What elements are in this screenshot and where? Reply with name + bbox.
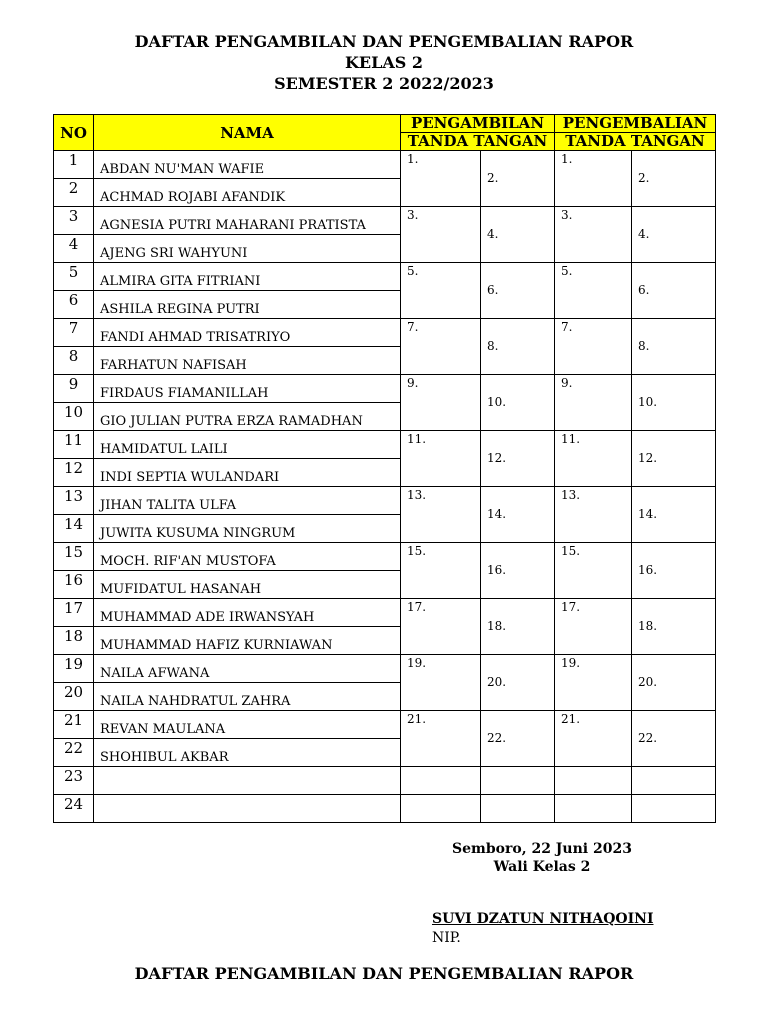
place-date: Semboro, 22 Juni 2023	[452, 841, 632, 857]
student-name: ABDAN NU'MAN WAFIE	[94, 151, 401, 179]
return-signature-slot	[632, 543, 716, 599]
table-row	[54, 207, 716, 235]
pickup-signature-slot	[481, 543, 555, 599]
header-no: NO	[54, 115, 94, 151]
pickup-signature-slot	[401, 207, 481, 263]
pickup-signature-slot	[401, 319, 481, 375]
table-row	[54, 151, 716, 179]
signature-number: 2.	[638, 171, 650, 185]
return-signature-slot	[555, 151, 632, 207]
student-name: ASHILA REGINA PUTRI	[94, 291, 401, 319]
signature-number: 14.	[487, 507, 507, 521]
table-row	[54, 767, 716, 795]
footer-title: DAFTAR PENGAMBILAN DAN PENGEMBALIAN RAPOR	[134, 964, 634, 983]
pickup-signature-slot	[401, 655, 481, 711]
student-name: ALMIRA GITA FITRIANI	[94, 263, 401, 291]
row-number: 20	[54, 683, 94, 711]
student-name	[94, 795, 401, 823]
pickup-signature-slot	[401, 599, 481, 655]
row-number: 8	[54, 347, 94, 375]
empty-signature-slot	[632, 767, 716, 795]
empty-signature-slot	[632, 795, 716, 823]
signature-number: 2.	[487, 171, 499, 185]
return-signature-slot	[632, 207, 716, 263]
student-name: REVAN MAULANA	[94, 711, 401, 739]
student-name: SHOHIBUL AKBAR	[94, 739, 401, 767]
roster-body	[54, 151, 716, 823]
table-row	[54, 795, 716, 823]
student-name: MUHAMMAD ADE IRWANSYAH	[94, 599, 401, 627]
row-number: 9	[54, 375, 94, 403]
pickup-signature-slot	[481, 151, 555, 207]
return-signature-slot	[555, 319, 632, 375]
row-number: 21	[54, 711, 94, 739]
row-number: 6	[54, 291, 94, 319]
student-name: NAILA AFWANA	[94, 655, 401, 683]
student-name: JUWITA KUSUMA NINGRUM	[94, 515, 401, 543]
return-signature-slot	[555, 711, 632, 767]
pickup-signature-slot	[401, 263, 481, 319]
pickup-signature-slot	[401, 375, 481, 431]
signature-number: 18.	[638, 619, 658, 633]
signature-number: 8.	[638, 339, 650, 353]
empty-signature-slot	[481, 767, 555, 795]
pickup-signature-slot	[401, 487, 481, 543]
signature-number: 1.	[561, 152, 573, 166]
row-number: 10	[54, 403, 94, 431]
return-signature-slot	[632, 319, 716, 375]
signature-number: 11.	[407, 432, 427, 446]
return-signature-slot	[632, 711, 716, 767]
row-number: 12	[54, 459, 94, 487]
pickup-signature-slot	[401, 431, 481, 487]
signature-number: 3.	[561, 208, 573, 222]
student-name: AGNESIA PUTRI MAHARANI PRATISTA	[94, 207, 401, 235]
roster-table	[53, 114, 716, 823]
return-signature-slot	[632, 487, 716, 543]
signature-number: 8.	[487, 339, 499, 353]
empty-signature-slot	[401, 795, 481, 823]
signature-number: 19.	[561, 656, 581, 670]
signature-number: 17.	[407, 600, 427, 614]
signature-number: 6.	[638, 283, 650, 297]
return-signature-slot	[555, 655, 632, 711]
signature-number: 5.	[561, 264, 573, 278]
row-number: 24	[54, 795, 94, 823]
header-return: PENGEMBALIAN	[555, 115, 716, 133]
signature-number: 14.	[638, 507, 658, 521]
return-signature-slot	[555, 543, 632, 599]
table-row	[54, 711, 716, 739]
signature-number: 22.	[487, 731, 507, 745]
signature-number: 12.	[487, 451, 507, 465]
pickup-signature-slot	[401, 151, 481, 207]
header-pickup: PENGAMBILAN	[401, 115, 555, 133]
empty-signature-slot	[555, 767, 632, 795]
signature-number: 5.	[407, 264, 419, 278]
signature-number: 16.	[487, 563, 507, 577]
signature-number: 3.	[407, 208, 419, 222]
signature-number: 4.	[638, 227, 650, 241]
row-number: 18	[54, 627, 94, 655]
return-signature-slot	[632, 151, 716, 207]
return-signature-slot	[555, 375, 632, 431]
signature-number: 10.	[487, 395, 507, 409]
signature-number: 16.	[638, 563, 658, 577]
table-row	[54, 375, 716, 403]
row-number: 22	[54, 739, 94, 767]
student-name: MUHAMMAD HAFIZ KURNIAWAN	[94, 627, 401, 655]
table-row	[54, 543, 716, 571]
header-return-signature: TANDA TANGAN	[555, 133, 716, 151]
empty-signature-slot	[401, 767, 481, 795]
signature-number: 15.	[407, 544, 427, 558]
table-row	[54, 431, 716, 459]
student-name: JIHAN TALITA ULFA	[94, 487, 401, 515]
title-line-3: SEMESTER 2 2022/2023	[274, 74, 494, 93]
student-name: GIO JULIAN PUTRA ERZA RAMADHAN	[94, 403, 401, 431]
header-name: NAMA	[94, 115, 401, 151]
teacher-nip: NIP.	[432, 930, 461, 946]
pickup-signature-slot	[481, 655, 555, 711]
title-line-2: KELAS 2	[344, 53, 424, 72]
student-name: MUFIDATUL HASANAH	[94, 571, 401, 599]
signature-number: 13.	[561, 488, 581, 502]
signature-number: 20.	[487, 675, 507, 689]
signature-number: 4.	[487, 227, 499, 241]
student-name: NAILA NAHDRATUL ZAHRA	[94, 683, 401, 711]
student-name: FARHATUN NAFISAH	[94, 347, 401, 375]
row-number: 3	[54, 207, 94, 235]
student-name: FANDI AHMAD TRISATRIYO	[94, 319, 401, 347]
signature-number: 21.	[561, 712, 581, 726]
pickup-signature-slot	[481, 375, 555, 431]
table-row	[54, 263, 716, 291]
empty-signature-slot	[481, 795, 555, 823]
title-line-1: DAFTAR PENGAMBILAN DAN PENGEMBALIAN RAPOR	[134, 32, 634, 51]
student-name: HAMIDATUL LAILI	[94, 431, 401, 459]
return-signature-slot	[555, 599, 632, 655]
table-row	[54, 655, 716, 683]
empty-signature-slot	[555, 795, 632, 823]
teacher-role: Wali Kelas 2	[493, 859, 591, 875]
row-number: 16	[54, 571, 94, 599]
student-name: AJENG SRI WAHYUNI	[94, 235, 401, 263]
pickup-signature-slot	[481, 263, 555, 319]
row-number: 23	[54, 767, 94, 795]
pickup-signature-slot	[401, 543, 481, 599]
row-number: 19	[54, 655, 94, 683]
row-number: 4	[54, 235, 94, 263]
row-number: 11	[54, 431, 94, 459]
teacher-name: SUVI DZATUN NITHAQOINI	[432, 911, 654, 927]
row-number: 1	[54, 151, 94, 179]
student-name: ACHMAD ROJABI AFANDIK	[94, 179, 401, 207]
signature-number: 7.	[407, 320, 419, 334]
signature-number: 21.	[407, 712, 427, 726]
table-row	[54, 319, 716, 347]
student-name	[94, 767, 401, 795]
row-number: 13	[54, 487, 94, 515]
signature-number: 19.	[407, 656, 427, 670]
signature-number: 11.	[561, 432, 581, 446]
signature-number: 1.	[407, 152, 419, 166]
return-signature-slot	[632, 655, 716, 711]
signature-number: 9.	[407, 376, 419, 390]
return-signature-slot	[632, 431, 716, 487]
student-name: FIRDAUS FIAMANILLAH	[94, 375, 401, 403]
signature-number: 7.	[561, 320, 573, 334]
return-signature-slot	[555, 431, 632, 487]
table-row	[54, 487, 716, 515]
row-number: 5	[54, 263, 94, 291]
pickup-signature-slot	[481, 487, 555, 543]
row-number: 14	[54, 515, 94, 543]
pickup-signature-slot	[481, 207, 555, 263]
row-number: 2	[54, 179, 94, 207]
signature-number: 6.	[487, 283, 499, 297]
signature-number: 20.	[638, 675, 658, 689]
signature-number: 22.	[638, 731, 658, 745]
signature-number: 13.	[407, 488, 427, 502]
table-row	[54, 599, 716, 627]
pickup-signature-slot	[481, 599, 555, 655]
return-signature-slot	[555, 207, 632, 263]
signature-number: 10.	[638, 395, 658, 409]
pickup-signature-slot	[481, 711, 555, 767]
signature-number: 17.	[561, 600, 581, 614]
pickup-signature-slot	[401, 711, 481, 767]
pickup-signature-slot	[481, 319, 555, 375]
row-number: 7	[54, 319, 94, 347]
student-name: MOCH. RIF'AN MUSTOFA	[94, 543, 401, 571]
return-signature-slot	[632, 599, 716, 655]
signature-number: 18.	[487, 619, 507, 633]
return-signature-slot	[555, 487, 632, 543]
row-number: 15	[54, 543, 94, 571]
signature-number: 12.	[638, 451, 658, 465]
signature-number: 9.	[561, 376, 573, 390]
return-signature-slot	[632, 263, 716, 319]
header-pickup-signature: TANDA TANGAN	[401, 133, 555, 151]
pickup-signature-slot	[481, 431, 555, 487]
document-title	[0, 31, 768, 94]
student-name: INDI SEPTIA WULANDARI	[94, 459, 401, 487]
return-signature-slot	[555, 263, 632, 319]
row-number: 17	[54, 599, 94, 627]
signature-number: 15.	[561, 544, 581, 558]
return-signature-slot	[632, 375, 716, 431]
